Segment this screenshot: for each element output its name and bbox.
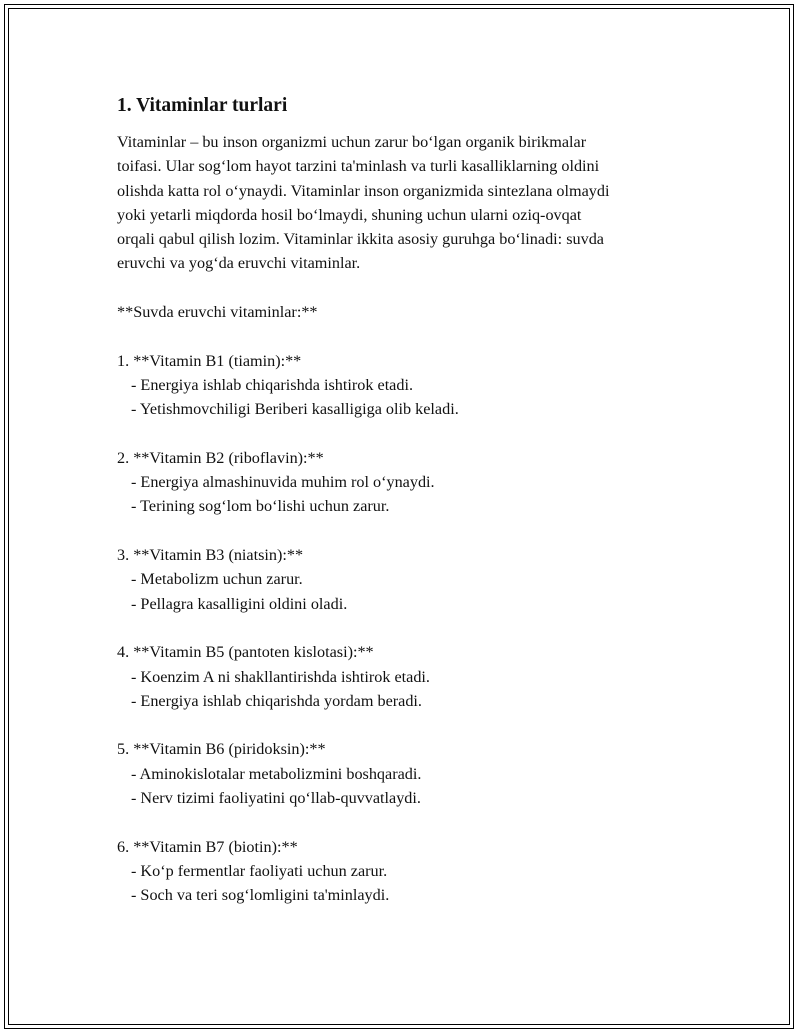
vitamin-item [117, 349, 697, 422]
vitamin-title: 3. **Vitamin B3 (niatsin):** [117, 546, 304, 565]
intro-line: eruvchi va yog‘da eruvchi vitaminlar. [117, 254, 361, 273]
vitamin-point: - Aminokislotalar metabolizmini boshqaradi. [131, 764, 422, 783]
vitamin-item [117, 640, 697, 713]
intro-line: Vitaminlar – bu inson organizmi uchun zarur bo‘lgan organik birikmalar [117, 133, 587, 151]
vitamin-title: 1. **Vitamin B1 (tiamin):** [117, 351, 302, 370]
document-body [117, 92, 697, 908]
intro-line: orqali qabul qilish lozim. Vitaminlar ikkita asosiy guruhga bo‘linadi: suvda [117, 230, 604, 249]
intro-line: olishda katta rol o‘ynaydi. Vitaminlar inson organizmida sintezlana olmaydi [117, 181, 610, 200]
subsection-heading: **Suvda eruvchi vitaminlar:** [117, 303, 318, 322]
vitamin-title: 5. **Vitamin B6 (piridoksin):** [117, 740, 326, 759]
vitamin-point: - Terining sog‘lom bo‘lishi uchun zarur. [131, 497, 390, 516]
vitamin-point: - Pellagra kasalligini oldini oladi. [131, 594, 348, 613]
vitamin-point: - Yetishmovchiligi Beriberi kasalligiga olib keladi. [131, 400, 459, 419]
vitamin-item [117, 543, 697, 616]
intro-paragraph [117, 130, 697, 276]
vitamin-point: - Soch va teri sog‘lomligini ta'minlaydi. [131, 886, 390, 905]
vitamin-title: 2. **Vitamin B2 (riboflavin):** [117, 448, 324, 467]
vitamin-point: - Ko‘p fermentlar faoliyati uchun zarur. [131, 861, 388, 880]
section-heading: 1. Vitaminlar turlari [117, 95, 288, 116]
vitamin-point: - Energiya ishlab chiqarishda ishtirok etadi. [131, 375, 414, 394]
vitamin-item [117, 446, 697, 519]
intro-line: yoki yetarli miqdorda hosil bo‘lmaydi, shuning uchun ularni oziq-ovqat [117, 205, 582, 224]
vitamin-point: - Metabolizm uchun zarur. [131, 570, 303, 589]
vitamin-item [117, 835, 697, 908]
intro-line: toifasi. Ular sog‘lom hayot tarzini ta'minlash va turli kasalliklarning oldini [117, 157, 600, 176]
vitamin-point: - Energiya ishlab chiqarishda yordam beradi. [131, 691, 422, 710]
vitamin-title: 4. **Vitamin B5 (pantoten kislotasi):** [117, 643, 374, 662]
vitamin-point: - Koenzim A ni shakllantirishda ishtirok etadi. [131, 667, 430, 686]
vitamin-point: - Energiya almashinuvida muhim rol o‘ynaydi. [131, 473, 435, 492]
vitamin-title: 6. **Vitamin B7 (biotin):** [117, 837, 298, 856]
vitamin-point: - Nerv tizimi faoliyatini qo‘llab-quvvatlaydi. [131, 789, 421, 808]
vitamin-item [117, 737, 697, 810]
